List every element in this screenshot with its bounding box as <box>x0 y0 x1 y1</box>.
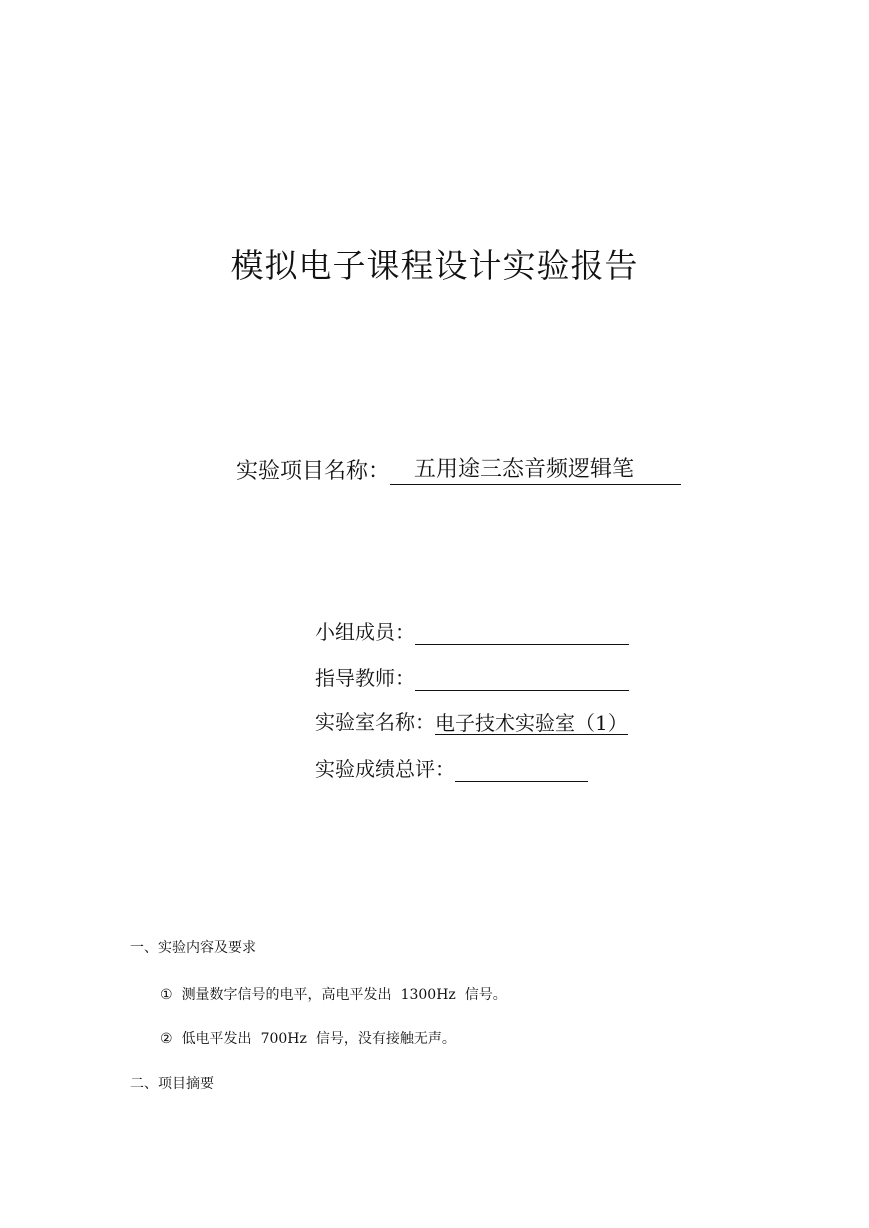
item-2-text-b: 信号，没有接触无声。 <box>315 1031 456 1047</box>
grade-label: 实验成绩总评： <box>315 757 455 781</box>
project-name-value: 五用途三态音频逻辑笔 <box>390 456 681 485</box>
grade-row <box>315 753 588 782</box>
project-name-row <box>236 454 681 485</box>
group-members-row <box>315 616 629 645</box>
item-2-text-a: 低电平发出 <box>181 1031 252 1047</box>
requirement-item-1 <box>160 984 507 1004</box>
lab-name-value: 电子技术实验室（1） <box>435 711 628 735</box>
lab-name-row <box>315 706 628 735</box>
report-title: 模拟电子课程设计实验报告 <box>230 246 639 285</box>
group-members-label: 小组成员： <box>315 620 415 644</box>
instructor-blank <box>415 667 629 691</box>
project-name-label: 实验项目名称： <box>236 459 391 484</box>
lab-name-label: 实验室名称： <box>315 710 435 734</box>
instructor-row <box>315 662 629 691</box>
section-2-heading: 二、项目摘要 <box>130 1076 214 1092</box>
item-2-marker: ② <box>160 1031 173 1047</box>
section-1-heading: 一、实验内容及要求 <box>130 940 256 956</box>
item-2-freq: 700Hz <box>260 1031 307 1047</box>
group-members-blank <box>415 621 629 645</box>
requirement-item-2 <box>160 1028 456 1048</box>
item-1-text-a: 测量数字信号的电平，高电平发出 <box>181 987 392 1003</box>
instructor-label: 指导教师： <box>315 666 415 690</box>
grade-blank <box>455 758 588 782</box>
item-1-marker: ① <box>160 987 173 1003</box>
item-1-freq: 1300Hz <box>400 987 456 1003</box>
item-1-text-b: 信号。 <box>464 987 507 1003</box>
